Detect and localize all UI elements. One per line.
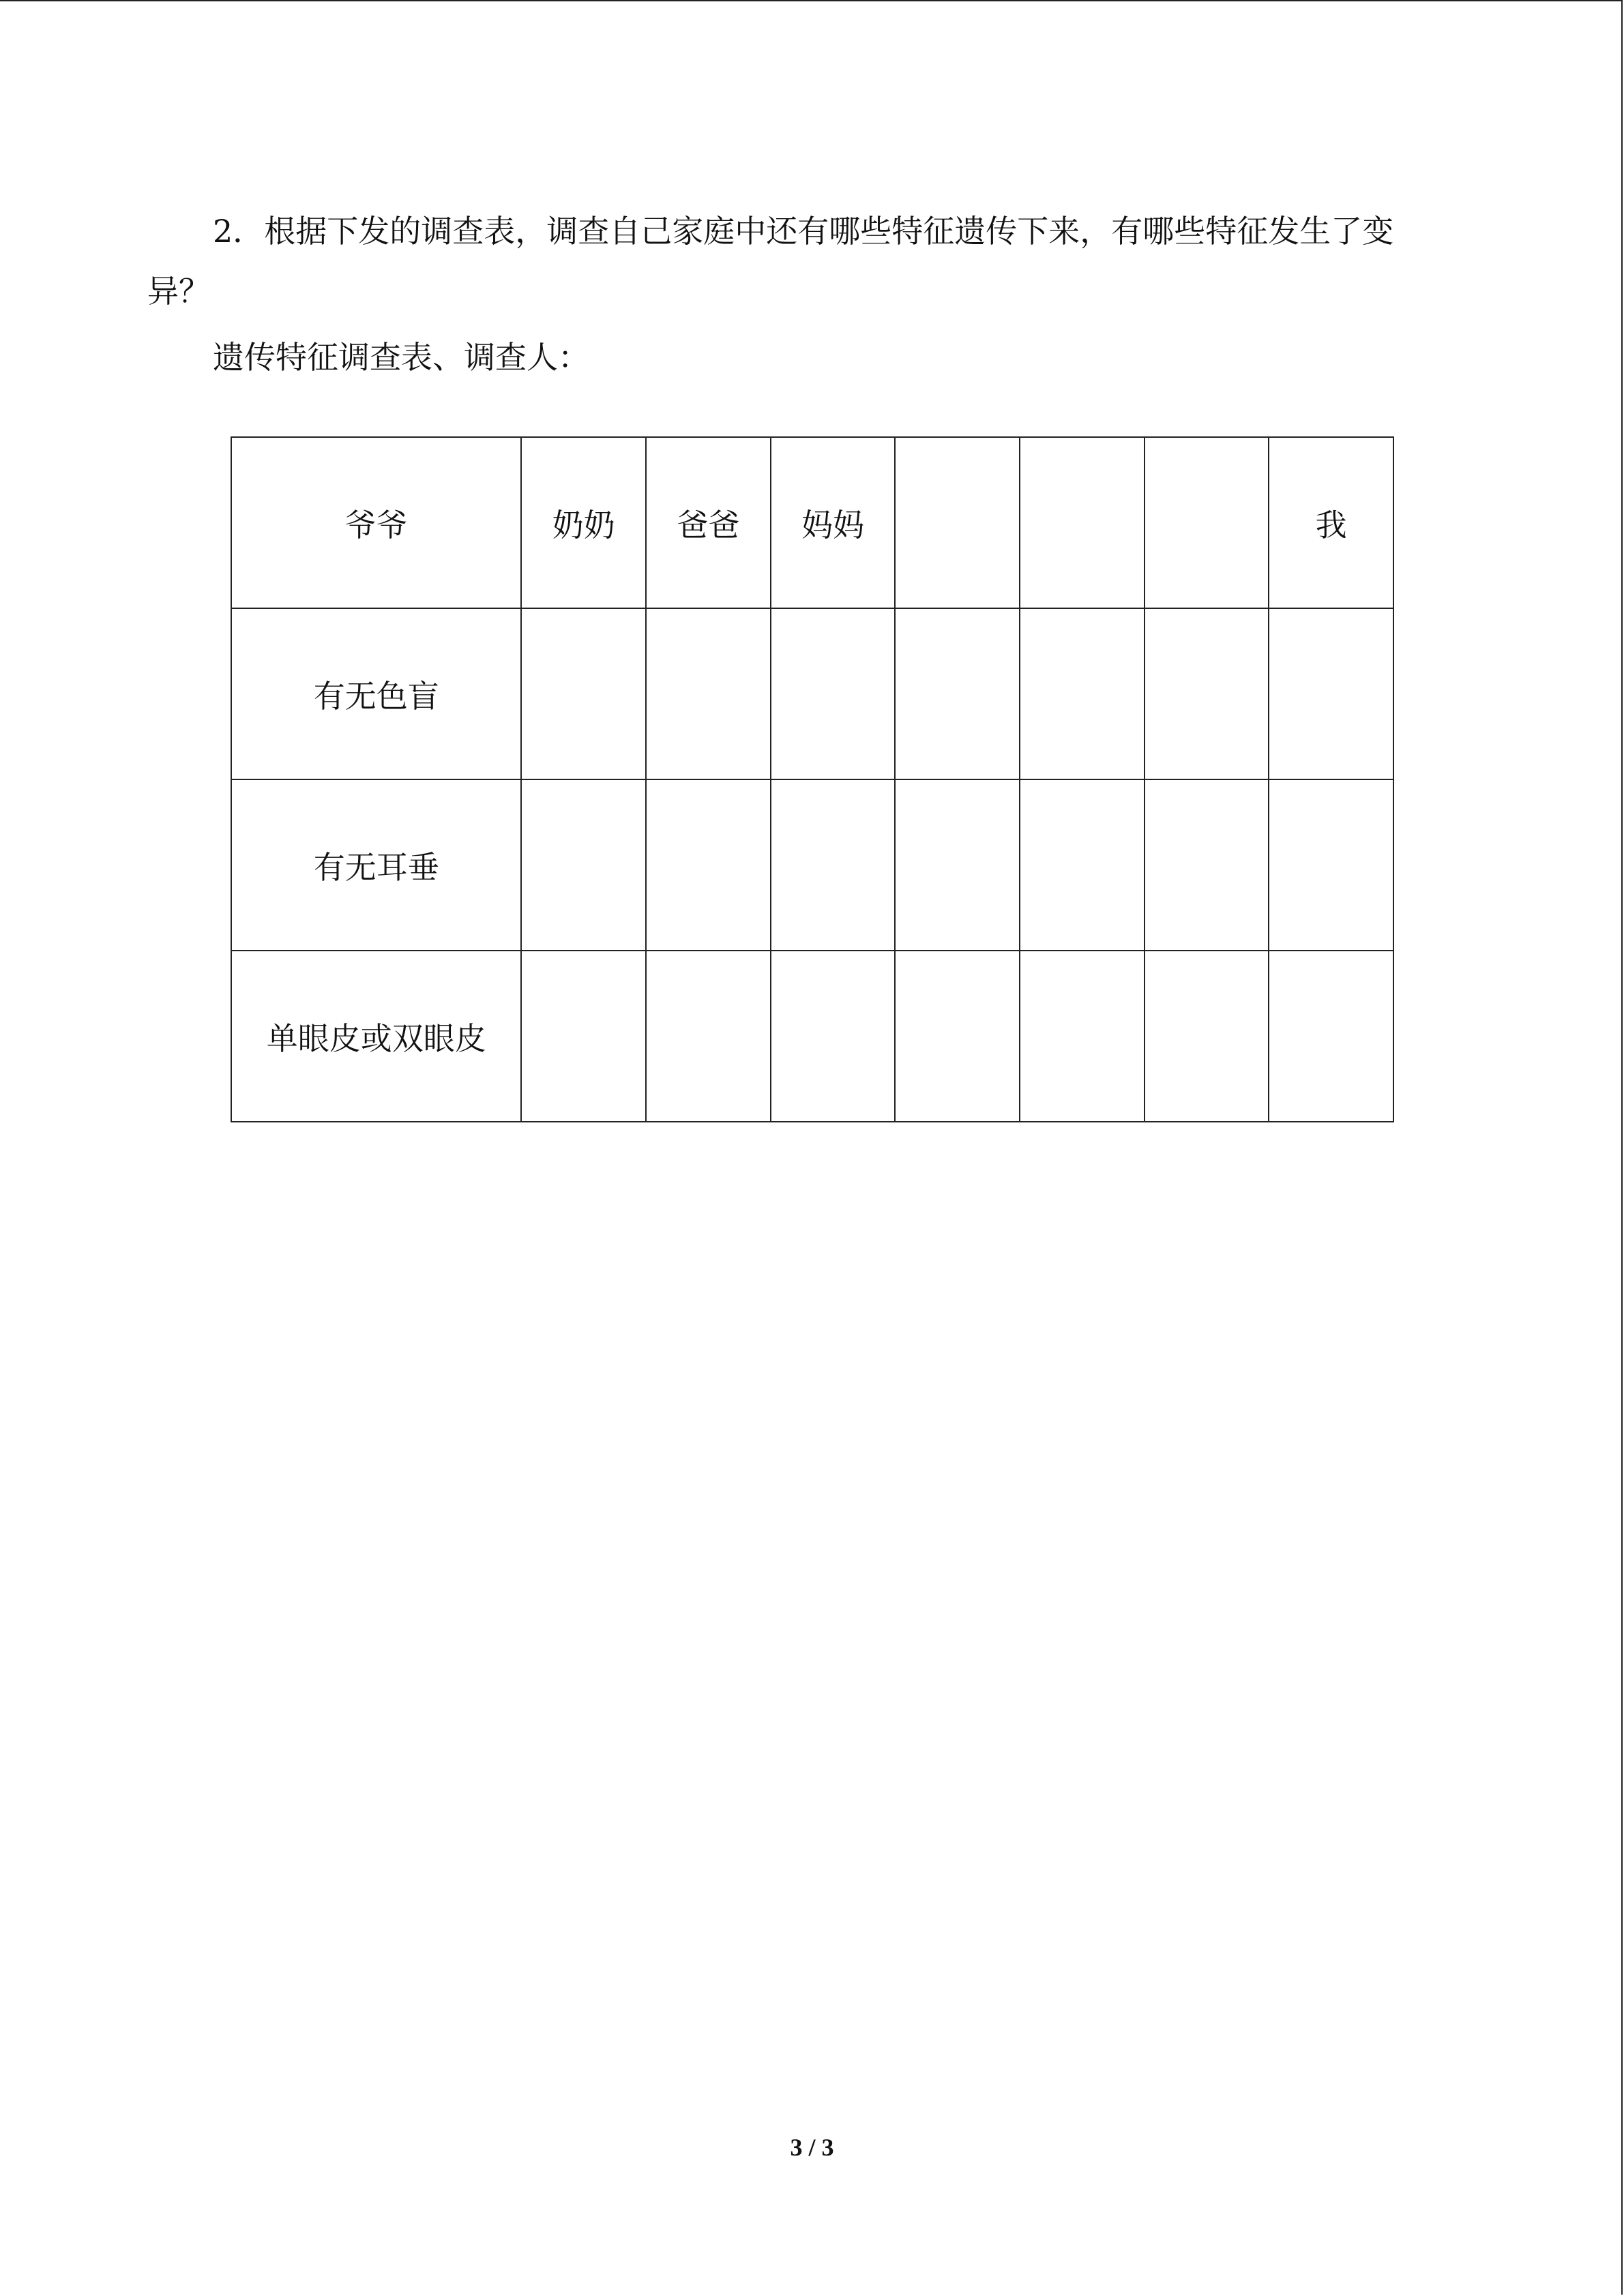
table-row xyxy=(231,951,1393,1122)
table-cell xyxy=(646,779,771,951)
header-cell: 妈妈 xyxy=(771,437,896,608)
question-text: 2．根据下发的调查表，调查自己家庭中还有哪些特征遗传下来，有哪些特征发生了变异？ xyxy=(147,213,1394,310)
table-cell xyxy=(771,951,896,1122)
table-cell xyxy=(1020,779,1145,951)
row-label: 有无耳垂 xyxy=(231,779,521,951)
table-cell xyxy=(646,608,771,779)
survey-table xyxy=(231,436,1394,1122)
table-cell xyxy=(521,608,646,779)
page-number: 3 / 3 xyxy=(790,2134,834,2161)
table-cell xyxy=(1145,608,1269,779)
table-cell xyxy=(771,608,896,779)
header-cell: 爷爷 xyxy=(231,437,521,608)
table-cell xyxy=(646,951,771,1122)
header-cell xyxy=(1145,437,1269,608)
table-row xyxy=(231,779,1393,951)
table-cell xyxy=(1145,779,1269,951)
table-cell xyxy=(1269,608,1393,779)
table-cell xyxy=(521,951,646,1122)
table-cell xyxy=(521,779,646,951)
header-cell: 爸爸 xyxy=(646,437,771,608)
header-cell: 我 xyxy=(1269,437,1393,608)
header-cell xyxy=(1020,437,1145,608)
table-header-row xyxy=(231,437,1393,608)
header-cell xyxy=(895,437,1020,608)
table-row xyxy=(231,608,1393,779)
table-cell xyxy=(895,779,1020,951)
table-cell xyxy=(1269,951,1393,1122)
table-cell xyxy=(1020,608,1145,779)
table-cell xyxy=(895,951,1020,1122)
header-cell: 奶奶 xyxy=(521,437,646,608)
table-cell xyxy=(771,779,896,951)
row-label: 有无色盲 xyxy=(231,608,521,779)
table-cell xyxy=(1269,779,1393,951)
table-cell xyxy=(1020,951,1145,1122)
row-label: 单眼皮或双眼皮 xyxy=(231,951,521,1122)
survey-caption: 遗传特征调查表、调查人： xyxy=(213,339,589,376)
table-cell xyxy=(895,608,1020,779)
table-cell xyxy=(1145,951,1269,1122)
